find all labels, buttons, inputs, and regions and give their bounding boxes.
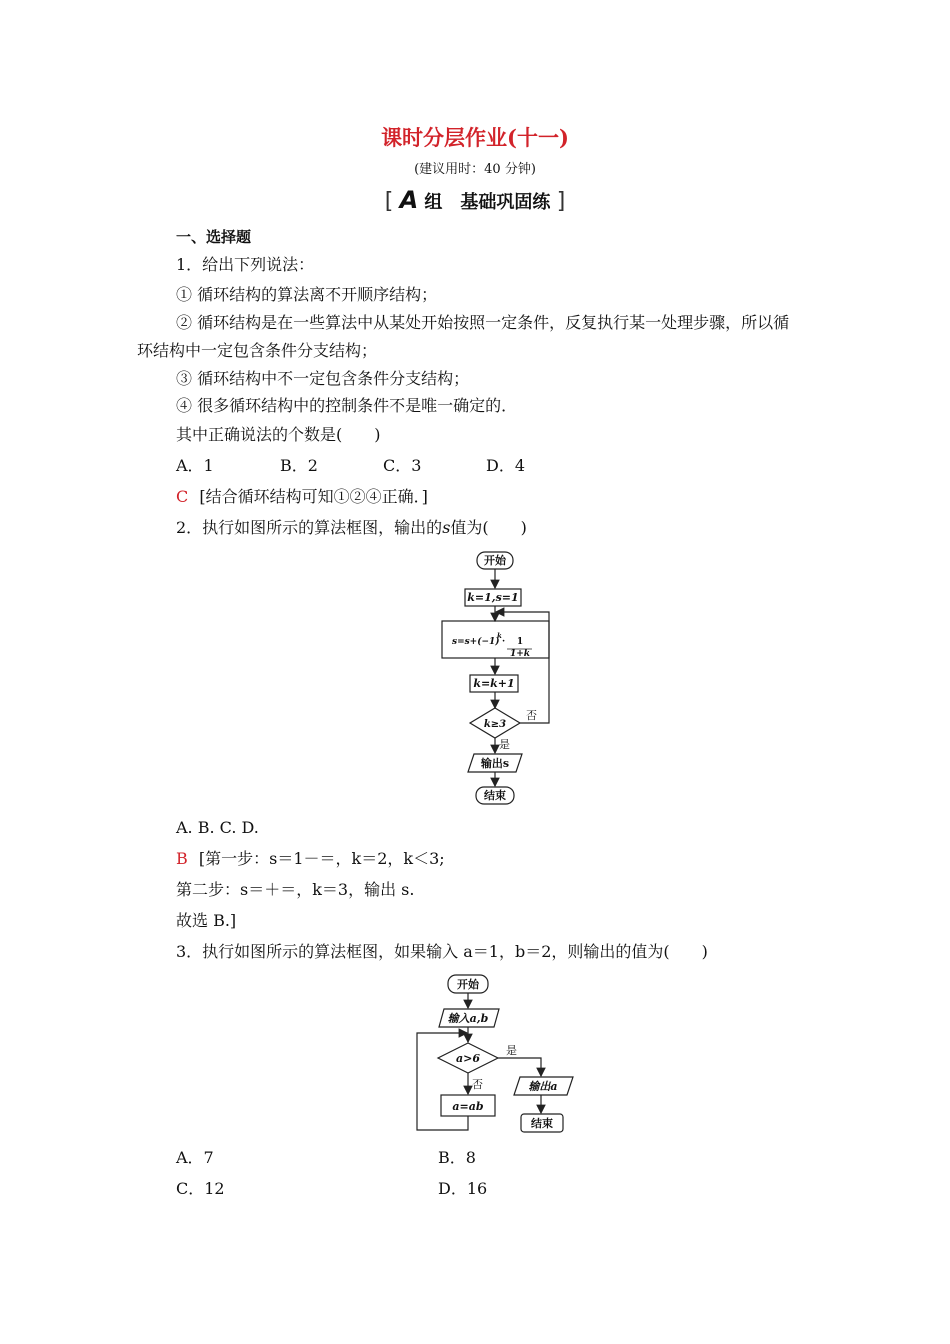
q2-flow-update-lhs: s=s+(−1) [452,637,500,647]
q2-flow-no: 否 [526,709,537,722]
q3-flowchart [410,972,590,1140]
group-letter: A [399,186,419,214]
q3-flow-input: 输入a,b [447,1012,489,1025]
q2-flow-init: k=1,s=1 [467,591,519,604]
q1-option-c: C．3 [383,456,422,475]
q1-option-a: A．1 [176,456,214,475]
q2-stem-var: s [442,518,451,537]
q3-option-d: D．16 [438,1179,488,1198]
q2-flow-output: 输出s [480,757,510,770]
q2-flowchart [430,548,570,810]
q1-statement-1: ① 循环结构的算法离不开顺序结构； [176,285,438,304]
q2-answer-line1: [第一步：s＝1－＝，k＝2，k＜3; [198,849,445,868]
q1-statement-4: ④ 很多循环结构中的控制条件不是唯一确定的． [176,396,518,415]
q2-flow-yes: 是 [499,738,510,751]
page-title: 课时分层作业(十一) [381,125,569,150]
q2-flow-start: 开始 [484,554,506,567]
q3-option-a: A．7 [176,1148,214,1167]
q2-answer-letter: B [176,849,188,868]
q3-flow-output: 输出a [528,1080,558,1093]
q2-stem [176,518,527,538]
q1-statement-2a: ② 循环结构是在一些算法中从某处开始按照一定条件，反复执行某一处理步骤，所以循 [176,313,790,332]
q2-flow-end: 结束 [484,789,506,802]
q1-stem: 1．给出下列说法： [176,255,315,274]
q3-stem: 3．执行如图所示的算法框图，如果输入 a＝1，b＝2，则输出的值为( ) [176,942,708,961]
q2-answer-line2: 第二步：s＝＋＝，k＝3，输出 s. [176,880,415,899]
q3-flow-assign: a=ab [452,1100,484,1113]
group-label: 组 基础巩固练 [424,192,551,213]
page-subtitle: (建议用时：40 分钟) [414,162,536,177]
q2-flow-incr: k=k+1 [473,677,515,690]
q2-stem-post: 值为( ) [450,518,527,537]
q3-option-c: C．12 [176,1179,225,1198]
group-banner [0,186,950,214]
q2-flow-cond: k≥3 [483,719,507,730]
q2-flow-frac-den: 1+k [509,649,531,659]
group-bracket-right: ] [556,189,566,214]
q3-flow-no: 否 [472,1078,483,1091]
q2-answer-line3: 故选 B.] [176,911,237,930]
q1-answer-text: [结合循环结构可知①②④正确．] [199,487,428,506]
q2-options: A. B. C. D. [176,818,259,837]
section-heading: 一、选择题 [176,228,252,246]
q3-flow-start: 开始 [457,978,479,991]
q1-answer-letter: C [176,487,189,506]
q3-flow-end: 结束 [531,1117,553,1130]
q1-answer [176,487,428,507]
q3-flow-yes: 是 [506,1044,517,1057]
q1-option-d: D．4 [486,456,526,475]
q1-option-b: B．2 [280,456,318,475]
q3-option-b: B．8 [438,1148,476,1167]
q2-stem-pre: 2．执行如图所示的算法框图，输出的 [176,518,443,537]
q1-ask: 其中正确说法的个数是( ) [176,425,381,444]
group-bracket-left: [ [384,189,394,214]
q1-statement-3: ③ 循环结构中不一定包含条件分支结构； [176,369,470,388]
q2-flow-update-exp: k [497,631,502,640]
q2-flow-frac-num: 1 [516,637,524,647]
q1-statement-2b: 环结构中一定包含条件分支结构； [137,341,378,360]
q2-answer [176,849,445,869]
q3-flow-cond: a>6 [456,1052,480,1065]
q2-flow-update-dot: · [502,637,506,647]
